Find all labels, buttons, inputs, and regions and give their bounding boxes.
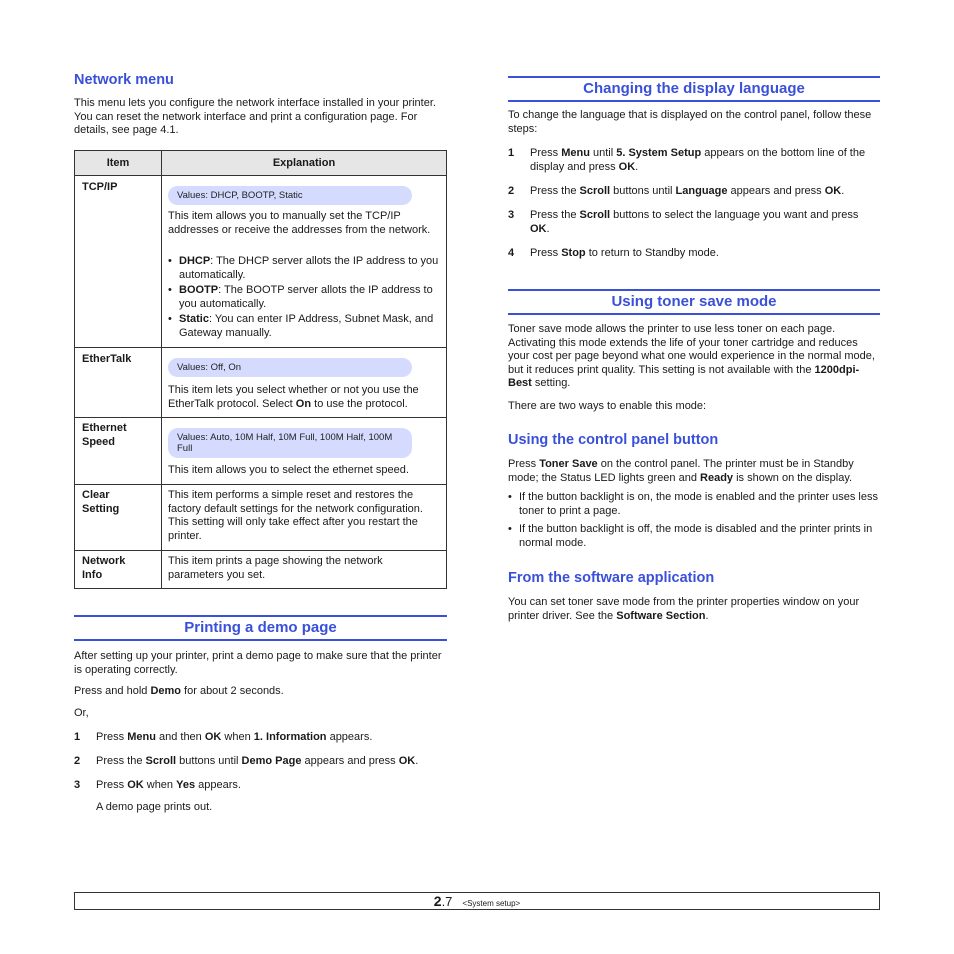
demo-page-intro: After setting up your printer, print a demo page to make sure that the printer is operating correctly. — [74, 650, 442, 676]
software-application-text: You can set toner save mode from the printer properties window on your printer driver. See the Software Section. — [508, 596, 860, 622]
network-menu-intro: This menu lets you configure the network interface installed in your printer. You can reset the network interface and print a configuration page. For details, see page 4.1. — [74, 97, 436, 137]
display-language-intro: To change the language that is displayed on the control panel, follow these steps: — [508, 109, 872, 135]
tcpip-bullet-static: • Static: You can enter IP Address, Subnet Mask, and Gateway manually. — [168, 313, 434, 339]
display-language-heading: Changing the display language — [508, 76, 880, 102]
table-item-ethertalk: EtherTalk — [82, 353, 132, 365]
toner-save-intro: Toner save mode allows the printer to use less toner on each page. Activating this mode extends the life of your toner cartridge and reduces your cost per page beyond what one would experience in the normal mode, but it reduces print quality. This setting is not available with the 1200dpi-Best setting. — [508, 323, 875, 390]
control-panel-bullet-off: • If the button backlight is off, the mode is disabled and the printer prints in normal mode. — [508, 523, 873, 549]
page-number: 2.7 — [433, 893, 453, 909]
ethernet-speed-values-badge: Values: Auto, 10M Half, 10M Full, 100M Half, 100M Full — [168, 428, 412, 458]
ethernet-speed-description: This item allows you to select the ethernet speed. — [168, 464, 409, 476]
software-application-heading: From the software application — [508, 570, 715, 586]
demo-step-2: 2 Press the Scroll buttons until Demo Page appears and press OK. — [74, 755, 419, 767]
demo-step-1: 1 Press Menu and then OK when 1. Information appears. — [74, 731, 373, 743]
demo-page-heading: Printing a demo page — [74, 615, 447, 641]
table-row-divider — [75, 417, 446, 418]
control-panel-heading: Using the control panel button — [508, 432, 719, 448]
table-header-row — [75, 151, 446, 176]
ethertalk-values-badge: Values: Off, On — [168, 358, 412, 377]
table-header-explanation: Explanation — [272, 157, 336, 169]
demo-step-result: A demo page prints out. — [96, 801, 213, 813]
table-column-divider — [161, 151, 162, 588]
table-row-divider — [75, 484, 446, 485]
network-info-description: This item prints a page showing the network parameters you set. — [168, 555, 383, 581]
control-panel-text: Press Toner Save on the control panel. The printer must be in Standby mode; the Status LED lights green and Ready is shown on the display. — [508, 458, 854, 484]
tcpip-values-badge: Values: DHCP, BOOTP, Static — [168, 186, 412, 205]
demo-or-text: Or, — [74, 707, 89, 719]
demo-press-hold: Press and hold Demo for about 2 seconds. — [74, 685, 284, 697]
table-item-network-info: Network Info — [82, 555, 126, 581]
tcpip-description: This item allows you to manually set the TCP/IP addresses or receive the addresses from the network. — [168, 210, 431, 236]
clear-setting-description: This item performs a simple reset and restores the factory default settings for the network configuration. This setting will only take effect after you restart the printer. — [168, 489, 423, 542]
network-menu-table — [74, 150, 447, 589]
language-step-2: 2 Press the Scroll buttons until Language appears and press OK. — [508, 185, 845, 197]
language-step-3: 3 Press the Scroll buttons to select the language you want and press OK. — [508, 209, 859, 235]
tcpip-bullet-dhcp: • DHCP: The DHCP server allots the IP address to you automatically. — [168, 255, 439, 281]
toner-save-ways: There are two ways to enable this mode: — [508, 400, 707, 412]
table-item-clear-setting: Clear Setting — [82, 489, 120, 515]
table-item-tcpip: TCP/IP — [82, 181, 118, 193]
language-step-1: 1 Press Menu until 5. System Setup appears on the bottom line of the display and press OK. — [508, 147, 866, 173]
table-row-divider — [75, 550, 446, 551]
control-panel-bullet-on: • If the button backlight is on, the mode is enabled and the printer uses less toner to print a page. — [508, 491, 878, 517]
toner-save-heading: Using toner save mode — [508, 289, 880, 315]
language-step-4: 4 Press Stop to return to Standby mode. — [508, 247, 719, 259]
footer-section-label: <System setup> — [462, 899, 521, 908]
table-header-item: Item — [106, 157, 130, 169]
tcpip-bullet-bootp: • BOOTP: The BOOTP server allots the IP address to you automatically. — [168, 284, 433, 310]
demo-step-3: 3 Press OK when Yes appears. — [74, 779, 241, 791]
page-footer — [74, 892, 880, 910]
ethertalk-description: This item lets you select whether or not you use the EtherTalk protocol. Select On to use the protocol. — [168, 384, 419, 410]
network-menu-heading: Network menu — [74, 72, 174, 88]
table-item-ethernet-speed: Ethernet Speed — [82, 422, 127, 448]
table-row-divider — [75, 347, 446, 348]
